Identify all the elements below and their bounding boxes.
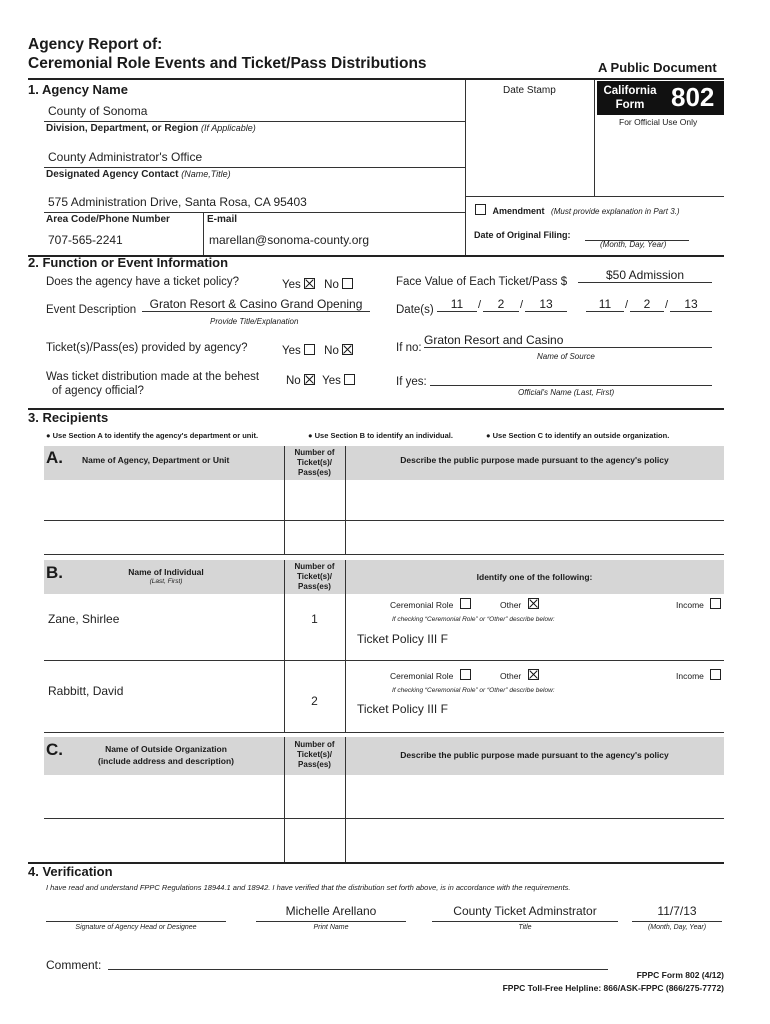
print-name-value[interactable]: Michelle Arellano (285, 904, 377, 918)
behest-question-1: Was ticket distribution made at the behest (46, 371, 260, 383)
phone-value[interactable]: 707-565-2241 (48, 233, 123, 247)
contact-label: Designated Agency Contact (Name,Title) (46, 169, 231, 180)
section3-heading: 3. Recipients (28, 410, 109, 425)
date-field-1[interactable]: 11 / 2 / 13 (437, 297, 567, 315)
contact-value[interactable]: 575 Administration Drive, Santa Rosa, CA 95403 (48, 195, 307, 209)
orig-filing-hint: (Month, Day, Year) (600, 240, 667, 249)
section2-heading: 2. Function or Event Information (28, 255, 229, 270)
section-c-letter: C. (46, 740, 63, 759)
individual-2-count[interactable]: 2 (311, 694, 318, 708)
individual-2-ceremonial: Ceremonial Role (390, 669, 471, 681)
official-hint: Official's Name (Last, First) (518, 388, 615, 397)
individual-1-count[interactable]: 1 (311, 612, 318, 626)
helpline: FPPC Toll-Free Helpline: 866/ASK-FPPC (866/275-7772) (502, 983, 724, 993)
b-num-header: Number of Ticket(s)/ Pass(es) (294, 562, 335, 591)
amendment-row: Amendment (Must provide explanation in Part 3.) (475, 204, 680, 216)
title-hint: Title (518, 924, 532, 931)
if-no-field[interactable]: Graton Resort and Casino (424, 333, 712, 348)
division-value[interactable]: County Administrator's Office (48, 150, 203, 164)
individual-1-income-checkbox[interactable] (710, 598, 721, 609)
verification-statement: I have read and understand FPPC Regulations 18944.1 and 18942. I have verified that the distribution set forth above, is in accordance with the requirements. (46, 883, 571, 892)
c-purpose-header: Describe the public purpose made pursuant to the agency's policy (400, 750, 669, 760)
policy-answers: Yes No (282, 278, 353, 291)
behest-no-checkbox[interactable] (304, 374, 315, 385)
ca-label: California (603, 85, 657, 97)
bullet-a: ● Use Section A to identify the agency's department or unit. (46, 431, 259, 440)
individual-1-name[interactable]: Zane, Shirlee (48, 612, 120, 626)
individual-1-other-checkbox[interactable] (528, 598, 539, 609)
date-field-2[interactable]: 11 / 2 / 13 (586, 297, 712, 315)
individual-1-income: Income (676, 598, 721, 610)
individual-2-description[interactable]: Ticket Policy III F (357, 702, 448, 716)
individual-1-description[interactable]: Ticket Policy III F (357, 632, 448, 646)
individual-2-describe-hint: If checking “Ceremonial Role” or “Other” describe below: (392, 687, 555, 694)
behest-answers: No Yes (286, 374, 355, 387)
comment-field[interactable] (108, 969, 608, 970)
form-title-line1: Agency Report of: (28, 36, 163, 53)
official-use-label: For Official Use Only (619, 117, 698, 127)
source-hint: Name of Source (537, 352, 595, 361)
c-name-header-2: (include address and description) (97, 756, 235, 766)
section4-heading: 4. Verification (28, 864, 113, 879)
form-title-line2: Ceremonial Role Events and Ticket/Pass Distributions (28, 55, 427, 72)
policy-question: Does the agency have a ticket policy? (46, 276, 240, 288)
comment-label: Comment: (46, 958, 102, 972)
amendment-checkbox[interactable] (475, 204, 486, 215)
bullet-b: ● Use Section B to identify an individual. (308, 431, 453, 440)
orig-filing-label: Date of Original Filing: (474, 230, 571, 240)
face-value-label: Face Value of Each Ticket/Pass $ (396, 276, 568, 288)
individual-1-ceremonial: Ceremonial Role (390, 598, 471, 610)
a-num-header: Number of Ticket(s)/ Pass(es) (294, 448, 335, 477)
individual-2-name[interactable]: Rabbitt, David (48, 684, 124, 698)
individual-2-other: Other (500, 669, 539, 681)
section-a-letter: A. (46, 448, 63, 467)
title-value[interactable]: County Ticket Adminstrator (453, 904, 597, 918)
bullet-c: ● Use Section C to identify an outside organization. (486, 431, 670, 440)
if-yes-field[interactable] (430, 385, 712, 386)
provided-no-checkbox[interactable] (342, 344, 353, 355)
individual-2-income-checkbox[interactable] (710, 669, 721, 680)
phone-label: Area Code/Phone Number (46, 214, 170, 225)
public-document-label: A Public Document (598, 60, 717, 75)
individual-2-other-checkbox[interactable] (528, 669, 539, 680)
provided-answers: Yes No (282, 344, 353, 357)
form-label: Form (615, 99, 645, 111)
behest-yes-checkbox[interactable] (344, 374, 355, 385)
a-name-header: Name of Agency, Department or Unit (82, 455, 230, 465)
face-value-field[interactable]: $50 Admission (578, 268, 712, 283)
provided-yes-checkbox[interactable] (304, 344, 315, 355)
form-802-badge (597, 81, 724, 115)
event-desc-field[interactable]: Graton Resort & Casino Grand Opening (142, 297, 370, 312)
policy-yes-checkbox[interactable] (304, 278, 315, 289)
signature-hint: Signature of Agency Head or Designee (75, 924, 197, 931)
individual-1-describe-hint: If checking “Ceremonial Role” or “Other” describe below: (392, 616, 555, 623)
individual-2-income: Income (676, 669, 721, 681)
c-name-header-1: Name of Outside Organization (105, 744, 227, 754)
email-label: E-mail (207, 214, 238, 225)
b-identify-header: Identify one of the following: (476, 572, 593, 582)
email-value[interactable]: marellan@sonoma-county.org (209, 233, 370, 247)
agency-name-value[interactable]: County of Sonoma (48, 104, 148, 118)
individual-2-ceremonial-checkbox[interactable] (460, 669, 471, 680)
provided-question: Ticket(s)/Pass(es) provided by agency? (46, 342, 248, 354)
behest-question-2: of agency official? (52, 385, 144, 397)
b-name-hint: (Last, First) (149, 578, 183, 585)
date-hint: (Month, Day, Year) (647, 924, 707, 931)
division-label: Division, Department, or Region (If Applicable) (46, 123, 256, 134)
if-no-label: If no: (396, 342, 422, 354)
signature-field[interactable] (46, 921, 226, 922)
date-stamp-label: Date Stamp (503, 85, 556, 96)
form-number: 802 (671, 82, 715, 112)
b-name-header: Name of Individual (128, 567, 204, 577)
section-b-letter: B. (46, 563, 63, 582)
a-purpose-header: Describe the public purpose made pursuant to the agency's policy (400, 455, 669, 465)
dates-label: Date(s) (396, 304, 434, 316)
individual-1-ceremonial-checkbox[interactable] (460, 598, 471, 609)
c-num-header: Number of Ticket(s)/ Pass(es) (294, 740, 335, 769)
verification-date-value[interactable]: 11/7/13 (657, 904, 697, 918)
event-desc-label: Event Description (46, 304, 137, 316)
section1-heading: 1. Agency Name (28, 82, 128, 97)
individual-1-other: Other (500, 598, 539, 610)
form-id: FPPC Form 802 (4/12) (636, 970, 724, 980)
if-yes-label: If yes: (396, 376, 427, 388)
print-name-hint: Print Name (313, 924, 349, 931)
policy-no-checkbox[interactable] (342, 278, 353, 289)
event-desc-hint: Provide Title/Explanation (210, 317, 299, 326)
